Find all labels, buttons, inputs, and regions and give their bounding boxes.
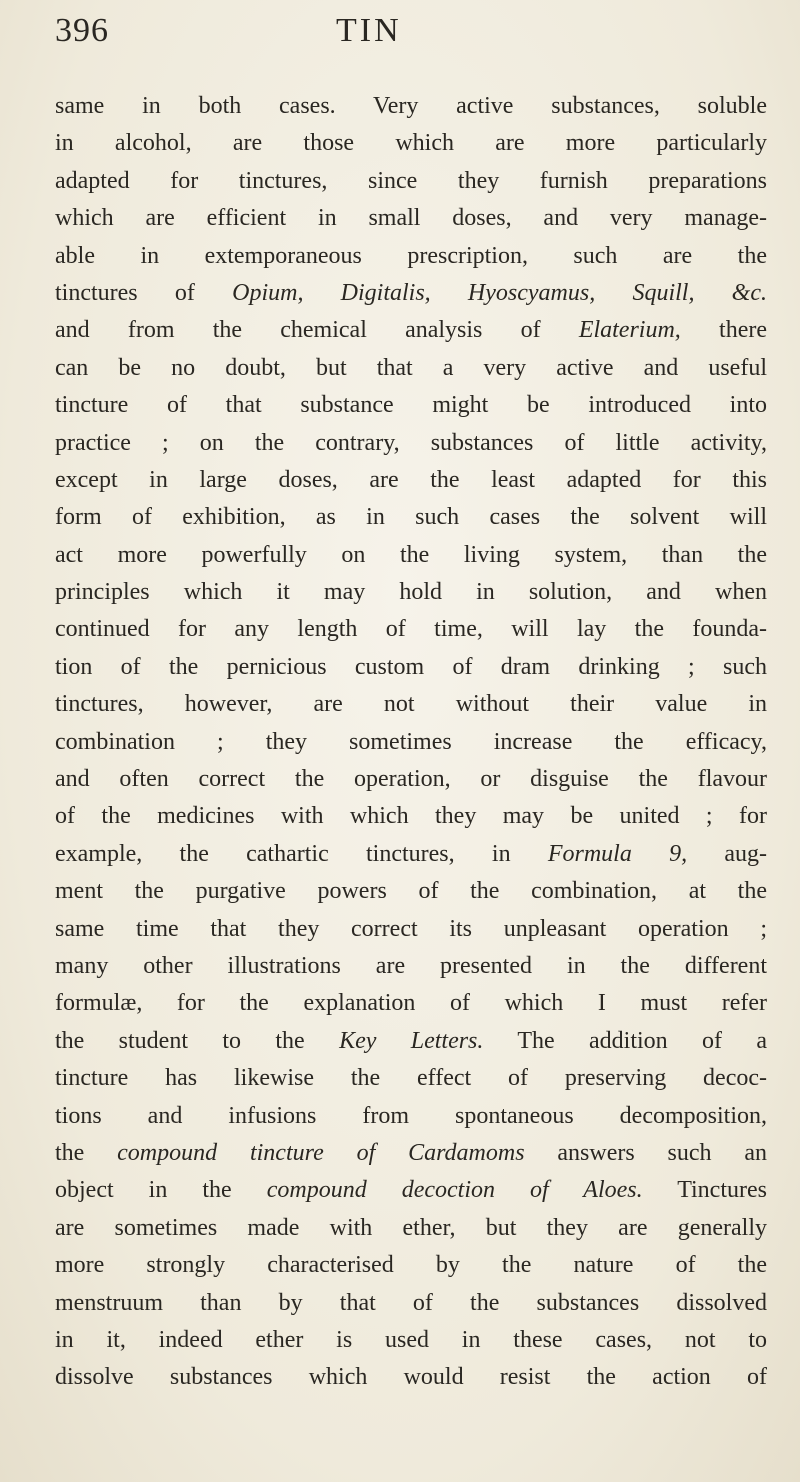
text-line xyxy=(55,425,767,462)
italic-segment: Formula 9, xyxy=(547,840,688,867)
running-head: TIN xyxy=(336,12,402,49)
text-line xyxy=(55,1023,767,1060)
text-segment: of the medicines with which they may be united ; for xyxy=(55,803,767,830)
text-segment: answers such an xyxy=(524,1139,768,1166)
text-segment: able in extemporaneous prescription, such are the xyxy=(55,242,767,269)
italic-segment: Elaterium, xyxy=(578,317,681,344)
italic-segment: Opium, Digitalis, Hyoscyamus, Squill, &c. xyxy=(232,279,768,306)
text-line xyxy=(55,1172,767,1209)
italic-segment: Key Letters. xyxy=(339,1027,484,1054)
text-segment: tinctures, however, are not without their value in xyxy=(55,691,767,718)
text-line xyxy=(55,649,767,686)
text-line xyxy=(55,462,767,499)
text-segment: menstruum than by that of the substances dissolved xyxy=(55,1289,767,1316)
text-line xyxy=(55,686,767,723)
text-segment: can be no doubt, but that a very active and useful xyxy=(55,354,767,381)
text-segment: ment the purgative powers of the combination, at the xyxy=(55,878,767,905)
text-line xyxy=(55,1210,767,1247)
text-segment: in it, indeed ether is used in these cases, not to xyxy=(55,1326,767,1353)
text-line xyxy=(55,948,767,985)
text-line xyxy=(55,1060,767,1097)
text-segment: form of exhibition, as in such cases the solvent will xyxy=(55,504,767,531)
text-line xyxy=(55,1322,767,1359)
text-segment: object in the xyxy=(55,1177,267,1204)
page-header xyxy=(0,12,800,72)
text-line xyxy=(55,1285,767,1322)
text-line xyxy=(55,312,767,349)
text-segment: more strongly characterised by the nature of the xyxy=(55,1252,767,1279)
text-line xyxy=(55,350,767,387)
text-line xyxy=(55,1359,767,1396)
text-segment: except in large doses, are the least adapted for this xyxy=(55,466,767,493)
text-segment: dissolve substances which would resist the action of xyxy=(55,1364,767,1391)
text-segment: principles which it may hold in solution, and when xyxy=(55,579,767,606)
text-line xyxy=(55,1135,767,1172)
text-segment: tions and infusions from spontaneous decomposition, xyxy=(55,1102,767,1129)
text-segment: the xyxy=(55,1139,118,1166)
text-segment: many other illustrations are presented in the different xyxy=(55,952,767,979)
text-segment: same time that they correct its unpleasant operation ; xyxy=(55,915,767,942)
italic-segment: compound tincture of Cardamoms xyxy=(117,1139,525,1166)
text-line xyxy=(55,499,767,536)
text-line xyxy=(55,1098,767,1135)
text-segment: the student to the xyxy=(55,1027,340,1054)
text-segment: continued for any length of time, will lay the founda- xyxy=(55,616,767,643)
text-line xyxy=(55,275,767,312)
page-number: 396 xyxy=(55,12,109,49)
text-segment: practice ; on the contrary, substances of little activity, xyxy=(55,429,767,456)
text-segment: tion of the pernicious custom of dram drinking ; such xyxy=(55,653,767,680)
text-segment: Tinctures xyxy=(642,1177,767,1204)
text-segment: The addition of a xyxy=(483,1027,768,1054)
text-line xyxy=(55,985,767,1022)
text-segment: are sometimes made with ether, but they are generally xyxy=(55,1214,767,1241)
text-segment: act more powerfully on the living system, than the xyxy=(55,541,767,568)
text-segment: aug- xyxy=(687,840,767,867)
text-line xyxy=(55,1247,767,1284)
text-line xyxy=(55,88,767,125)
text-line xyxy=(55,163,767,200)
text-segment: combination ; they sometimes increase the efficacy, xyxy=(55,728,767,755)
text-line xyxy=(55,125,767,162)
text-segment: in alcohol, are those which are more particularly xyxy=(55,130,767,157)
text-line xyxy=(55,836,767,873)
text-segment: and often correct the operation, or disguise the flavour xyxy=(55,766,767,793)
text-line xyxy=(55,911,767,948)
text-line xyxy=(55,724,767,761)
text-segment: same in both cases. Very active substances, soluble xyxy=(55,93,767,119)
text-line xyxy=(55,873,767,910)
text-segment: tincture has likewise the effect of preserving decoc- xyxy=(55,1065,767,1092)
body-paragraph xyxy=(55,88,767,1397)
italic-segment: compound decoction of Aloes. xyxy=(266,1177,643,1204)
text-line xyxy=(55,537,767,574)
text-segment: there xyxy=(680,317,767,344)
text-line xyxy=(55,611,767,648)
text-segment: tinctures of xyxy=(55,279,233,306)
text-segment: formulæ, for the explanation of which I must refer xyxy=(55,990,767,1017)
text-line xyxy=(55,798,767,835)
text-segment: tincture of that substance might be introduced into xyxy=(55,392,767,419)
text-line xyxy=(55,238,767,275)
text-segment: example, the cathartic tinctures, in xyxy=(55,840,548,867)
text-line xyxy=(55,574,767,611)
text-line xyxy=(55,200,767,237)
text-segment: and from the chemical analysis of xyxy=(55,317,579,344)
text-line xyxy=(55,761,767,798)
text-segment: adapted for tinctures, since they furnish preparations xyxy=(55,167,767,194)
text-line xyxy=(55,387,767,424)
text-segment: which are efficient in small doses, and very manage- xyxy=(55,205,767,232)
